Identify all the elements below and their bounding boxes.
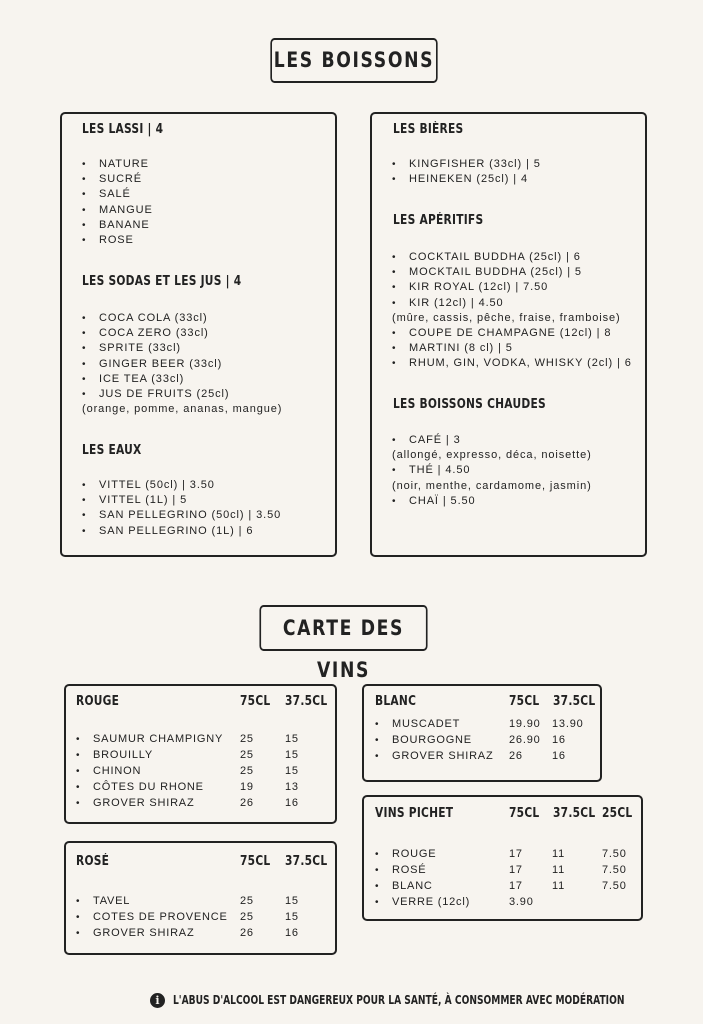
table-row: • SAUMUR CHAMPIGNY 25 15	[76, 731, 326, 747]
table-row: • BROUILLY 25 15	[76, 747, 326, 763]
list-item: • COCKTAIL BUDDHA (25cl) | 6	[392, 250, 632, 265]
list-item: • MOCKTAIL BUDDHA (25cl) | 5	[392, 265, 632, 280]
list-item: • VITTEL (1L) | 5	[82, 493, 281, 508]
drinks-title: LES BOISSONS	[270, 38, 437, 83]
list-item: • BANANE	[82, 218, 153, 233]
aperitifs-heading: LES APÉRITIFS	[393, 213, 484, 228]
table-row: • VERRE (12cl) 3.90	[375, 894, 635, 910]
list-item: • CAFÉ | 3	[392, 433, 592, 448]
pichet-col-25: 25CL	[602, 806, 633, 821]
pichet-col-75: 75CL	[509, 806, 540, 821]
table-row: • CÔTES DU RHONE 19 13	[76, 779, 326, 795]
pichet-col-375: 37.5CL	[553, 806, 596, 821]
rose-col-75: 75CL	[240, 854, 271, 869]
list-item: • CHAÏ | 5.50	[392, 494, 592, 509]
list-note: (orange, pomme, ananas, mangue)	[82, 403, 283, 416]
rouge-col-375: 37.5CL	[285, 694, 328, 709]
list-item: • MARTINI (8 cl) | 5	[392, 341, 632, 356]
bieres-list	[392, 157, 541, 187]
rose-col-375: 37.5CL	[285, 854, 328, 869]
chaudes-heading: LES BOISSONS CHAUDES	[393, 397, 546, 412]
pichet-heading: VINS PICHET	[375, 806, 454, 821]
list-item: • SAN PELLEGRINO (50cl) | 3.50	[82, 508, 281, 523]
list-item: • VITTEL (50cl) | 3.50	[82, 478, 281, 493]
list-item: • COUPE DE CHAMPAGNE (12cl) | 8	[392, 326, 632, 341]
list-item: • COCA COLA (33cl)	[82, 311, 282, 326]
pichet-table	[375, 846, 635, 910]
list-item: • MANGUE	[82, 203, 153, 218]
lassi-list	[82, 157, 153, 248]
footer-warning: L'ABUS D'ALCOOL EST DANGEREUX POUR LA SANTÉ, À CONSOMMER AVEC MODÉRATION	[173, 993, 625, 1007]
list-item: • RHUM, GIN, VODKA, WHISKY (2cl) | 6	[392, 356, 632, 371]
table-row: • GROVER SHIRAZ 26 16	[76, 925, 326, 941]
rose-table	[76, 893, 326, 941]
table-row: • TAVEL 25 15	[76, 893, 326, 909]
table-row: • COTES DE PROVENCE 25 15	[76, 909, 326, 925]
table-row: • BLANC 17 11 7.50	[375, 878, 635, 894]
rouge-table	[76, 731, 326, 811]
bieres-heading: LES BIÈRES	[393, 122, 464, 137]
list-item: • COCA ZERO (33cl)	[82, 326, 282, 341]
lassi-heading: LES LASSI | 4	[82, 122, 164, 137]
list-item: • SAN PELLEGRINO (1L) | 6	[82, 524, 281, 539]
table-row: • GROVER SHIRAZ 26 16	[76, 795, 326, 811]
list-item: • JUS DE FRUITS (25cl)	[82, 387, 282, 402]
chaudes-list	[392, 433, 592, 509]
blanc-table	[375, 716, 595, 764]
list-item: • KINGFISHER (33cl) | 5	[392, 157, 541, 172]
table-row: • ROSÉ 17 11 7.50	[375, 862, 635, 878]
rouge-col-75: 75CL	[240, 694, 271, 709]
table-row: • MUSCADET 19.90 13.90	[375, 716, 595, 732]
eaux-heading: LES EAUX	[82, 443, 142, 458]
list-item: • HEINEKEN (25cl) | 4	[392, 172, 541, 187]
wines-title: CARTE DES VINS	[259, 605, 427, 651]
rose-heading: ROSÉ	[76, 854, 110, 869]
info-icon: i	[150, 993, 165, 1008]
list-item: • KIR ROYAL (12cl) | 7.50	[392, 280, 632, 295]
list-item: • KIR (12cl) | 4.50	[392, 296, 632, 311]
blanc-col-75: 75CL	[509, 694, 540, 709]
list-note: (allongé, expresso, déca, noisette)	[392, 449, 592, 462]
list-note: (noir, menthe, cardamome, jasmin)	[392, 479, 592, 492]
list-item: • THÉ | 4.50	[392, 463, 592, 478]
list-item: • ICE TEA (33cl)	[82, 372, 282, 387]
rouge-heading: ROUGE	[76, 694, 120, 709]
eaux-list	[82, 478, 281, 539]
table-row: • ROUGE 17 11 7.50	[375, 846, 635, 862]
list-item: • SPRITE (33cl)	[82, 341, 282, 356]
footer	[150, 990, 625, 1010]
sodas-heading: LES SODAS ET LES JUS | 4	[82, 274, 242, 289]
list-item: • ROSE	[82, 233, 153, 248]
list-item: • GINGER BEER (33cl)	[82, 357, 282, 372]
sodas-list	[82, 311, 282, 417]
list-note: (mûre, cassis, pêche, fraise, framboise)	[392, 311, 621, 324]
blanc-heading: BLANC	[375, 694, 417, 709]
list-item: • NATURE	[82, 157, 153, 172]
aperitifs-list	[392, 250, 632, 372]
list-item: • SUCRÉ	[82, 172, 153, 187]
list-item: • SALÉ	[82, 187, 153, 202]
blanc-col-375: 37.5CL	[553, 694, 596, 709]
table-row: • GROVER SHIRAZ 26 16	[375, 748, 595, 764]
table-row: • CHINON 25 15	[76, 763, 326, 779]
table-row: • BOURGOGNE 26.90 16	[375, 732, 595, 748]
